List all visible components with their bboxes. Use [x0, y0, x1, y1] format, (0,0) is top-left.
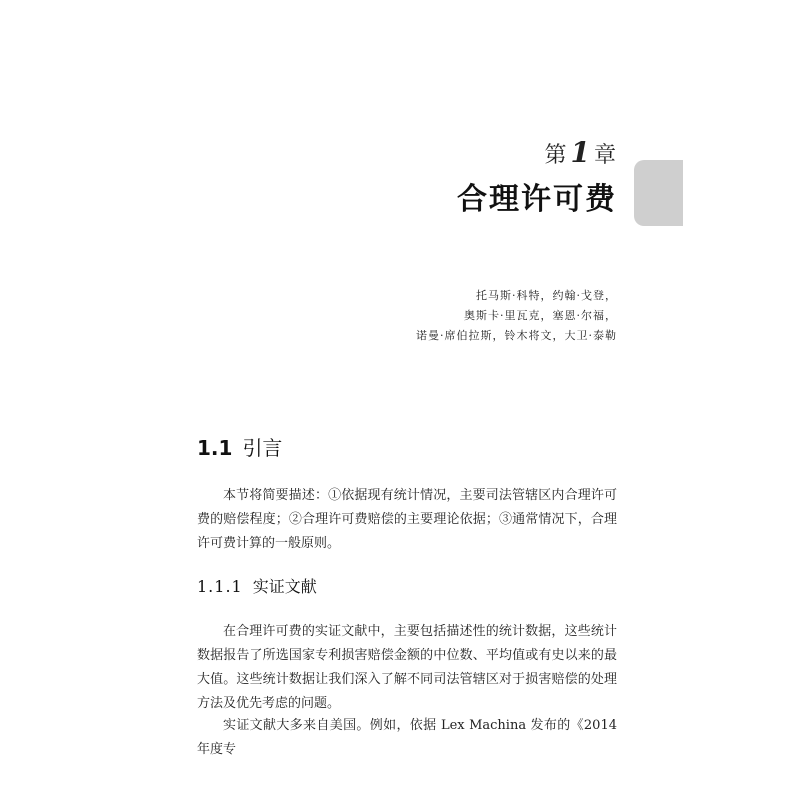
chapter-number: 1: [570, 136, 591, 169]
body-paragraph: 在合理许可费的实证文献中，主要包括描述性的统计数据，这些统计数据报告了所选国家专利损害赔偿金额的中位数、平均值或有史以来的最大值。这些统计数据让我们深入了解不同司法管辖区对于损害赔偿的处理方法及优先考虑的问题。: [197, 624, 617, 711]
body-paragraph: 实证文献大多来自美国。例如，依据 Lex Machina 发布的《2014 年度专: [197, 718, 617, 757]
section-number: 1.1: [197, 436, 233, 460]
author-list: [416, 286, 617, 346]
author-line: 托马斯·科特，约翰·戈登，: [476, 289, 617, 302]
section-heading: [197, 432, 282, 461]
chapter-title: 合理许可费: [457, 182, 617, 217]
chapter-thumb-tab: [634, 160, 683, 226]
section-title: 引言: [242, 436, 283, 460]
subsection-number: 1.1.1: [197, 577, 243, 596]
chapter-heading: [544, 136, 617, 169]
section-paragraph: 本节将简要描述：①依据现有统计情况，主要司法管辖区内合理许可费的赔偿程度；②合理许可费赔偿的主要理论依据；③通常情况下，合理许可费计算的一般原则。: [197, 488, 617, 551]
subsection-heading: [197, 574, 317, 597]
chapter-suffix: 章: [593, 143, 617, 168]
author-line: 奥斯卡·里瓦克，塞恩·尔福，: [464, 309, 617, 322]
author-line: 诺曼·席伯拉斯，铃木将文，大卫·泰勒: [416, 329, 617, 342]
subsection-title: 实证文献: [252, 577, 317, 596]
chapter-prefix: 第: [544, 143, 568, 168]
